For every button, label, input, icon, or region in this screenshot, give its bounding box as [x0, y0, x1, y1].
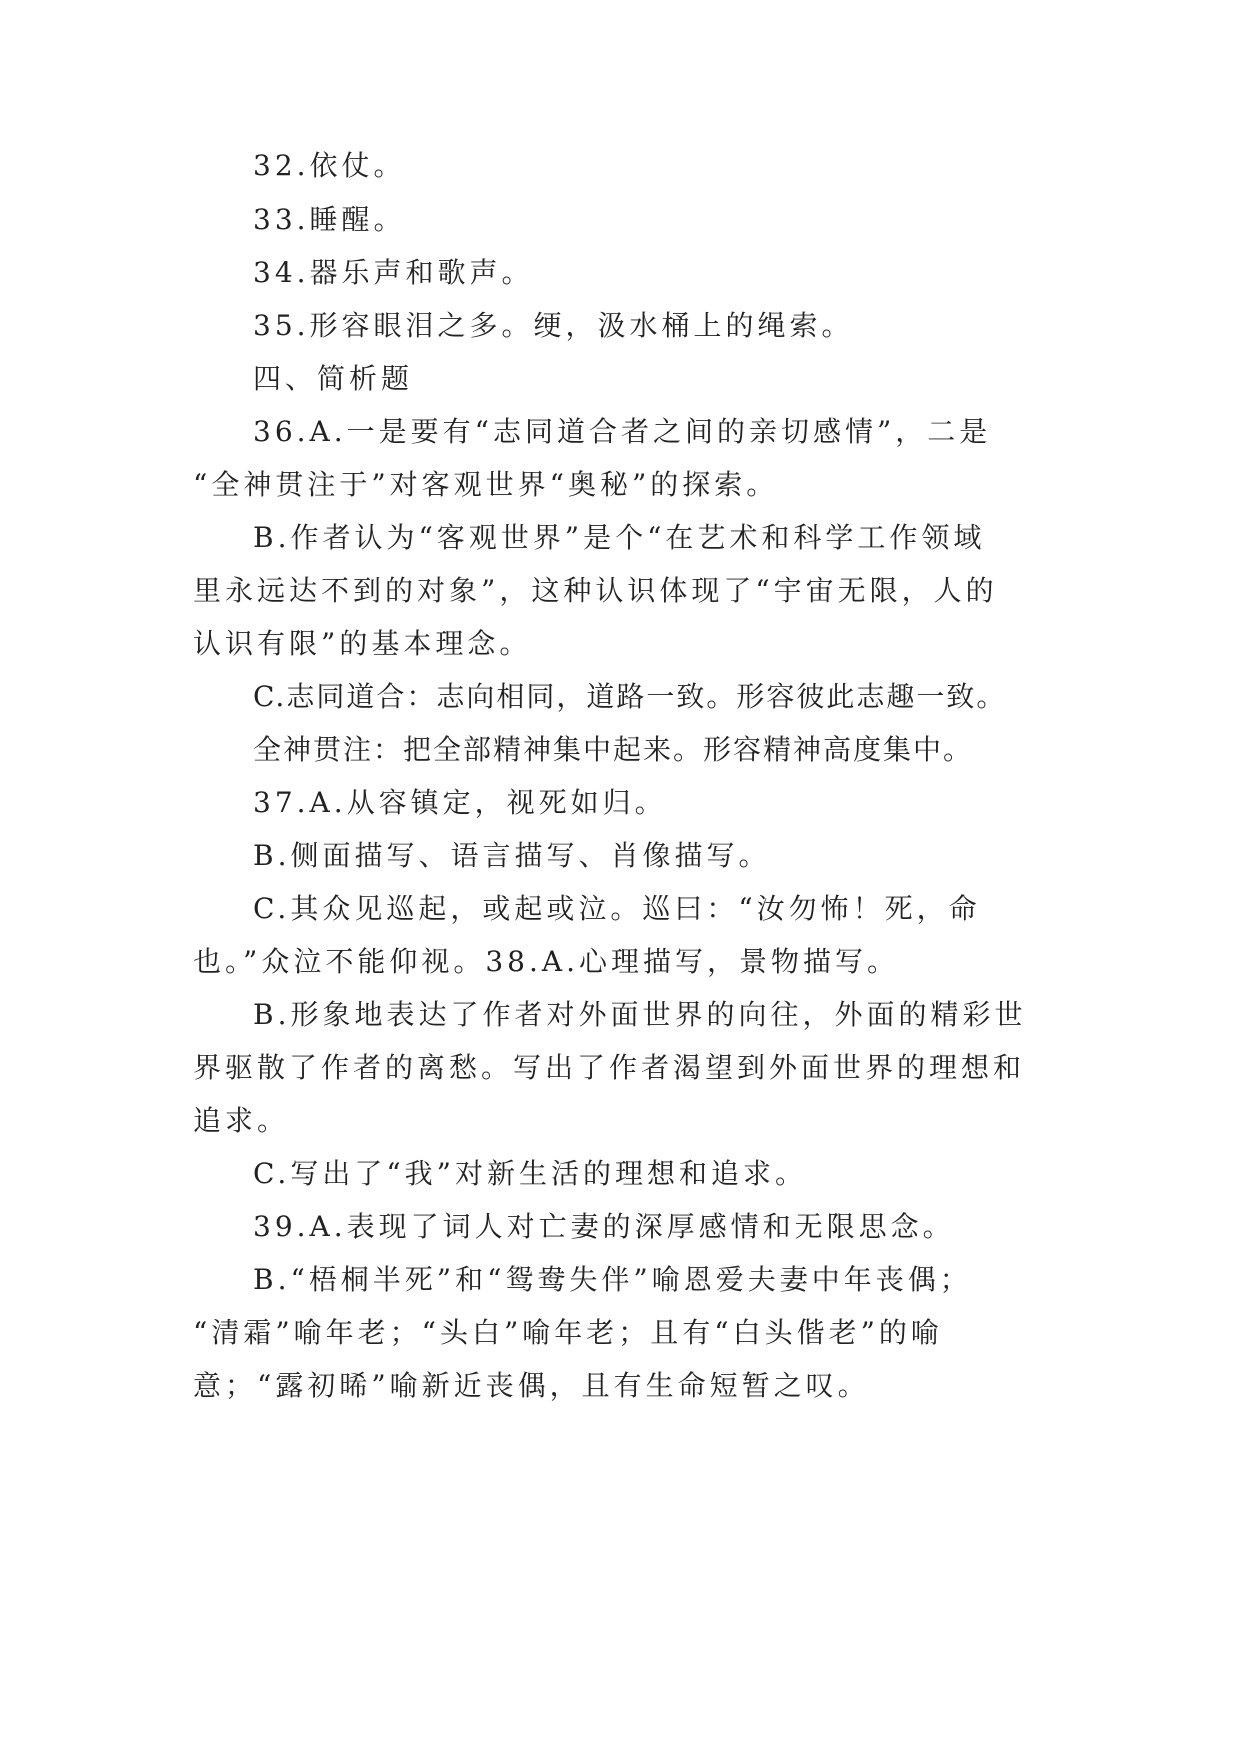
answer-38b-line3: 追求。 — [193, 1104, 290, 1137]
answer-37b: B.侧面描写、语言描写、肖像描写。 — [253, 839, 771, 872]
answer-39a: 39.A.表现了词人对亡妻的深厚感情和无限思念。 — [253, 1210, 955, 1243]
answer-36c-line2: 全神贯注：把全部精神集中起来。形容精神高度集中。 — [253, 733, 974, 766]
answer-33: 33.睡醒。 — [253, 203, 406, 236]
answer-36a-line1: 36.A.一是要有“志同道合者之间的亲切感情”，二是 — [253, 415, 992, 448]
answer-36c-line1: C.志同道合：志向相同，道路一致。形容彼此志趣一致。 — [253, 680, 1007, 713]
answer-39b-line3: 意；“露初晞”喻新近丧偶，且有生命短暂之叹。 — [193, 1369, 870, 1402]
answer-37c-line1: C.其众见巡起，或起或泣。巡曰：“汝勿怖！死，命 — [253, 892, 981, 925]
answer-39b-line1: B.“梧桐半死”和“鸳鸯失伴”喻恩爱夫妻中年丧偶； — [253, 1263, 972, 1296]
answer-36b-line3: 认识有限”的基本理念。 — [193, 627, 532, 660]
answer-32: 32.依仗。 — [253, 149, 406, 182]
answer-38b-line1: B.形象地表达了作者对外面世界的向往，外面的精彩世 — [253, 998, 1027, 1031]
answer-37a: 37.A.从容镇定，视死如归。 — [253, 786, 667, 819]
section-heading: 四、简析题 — [253, 362, 414, 395]
answer-37c-line2: 也。”众泣不能仰视。38.A.心理描写，景物描写。 — [193, 945, 899, 978]
answer-36b-line2: 里永远达不到的对象”，这种认识体现了“宇宙无限，人的 — [193, 574, 998, 607]
answer-38b-line2: 界驱散了作者的离愁。写出了作者渴望到外面世界的理想和 — [193, 1051, 1026, 1084]
answer-35: 35.形容眼泪之多。绠，汲水桶上的绳索。 — [253, 309, 854, 342]
answer-36b-line1: B.作者认为“客观世界”是个“在艺术和科学工作领域 — [253, 521, 986, 554]
answer-34: 34.器乐声和歌声。 — [253, 256, 534, 289]
answer-36a-line2: “全神贯注于”对客观世界“奥秘”的探索。 — [193, 468, 779, 501]
answer-38c: C.写出了“我”对新生活的理想和追求。 — [253, 1157, 807, 1190]
answer-39b-line2: “清霜”喻年老；“头白”喻年老；且有“白头偕老”的喻 — [193, 1316, 943, 1349]
